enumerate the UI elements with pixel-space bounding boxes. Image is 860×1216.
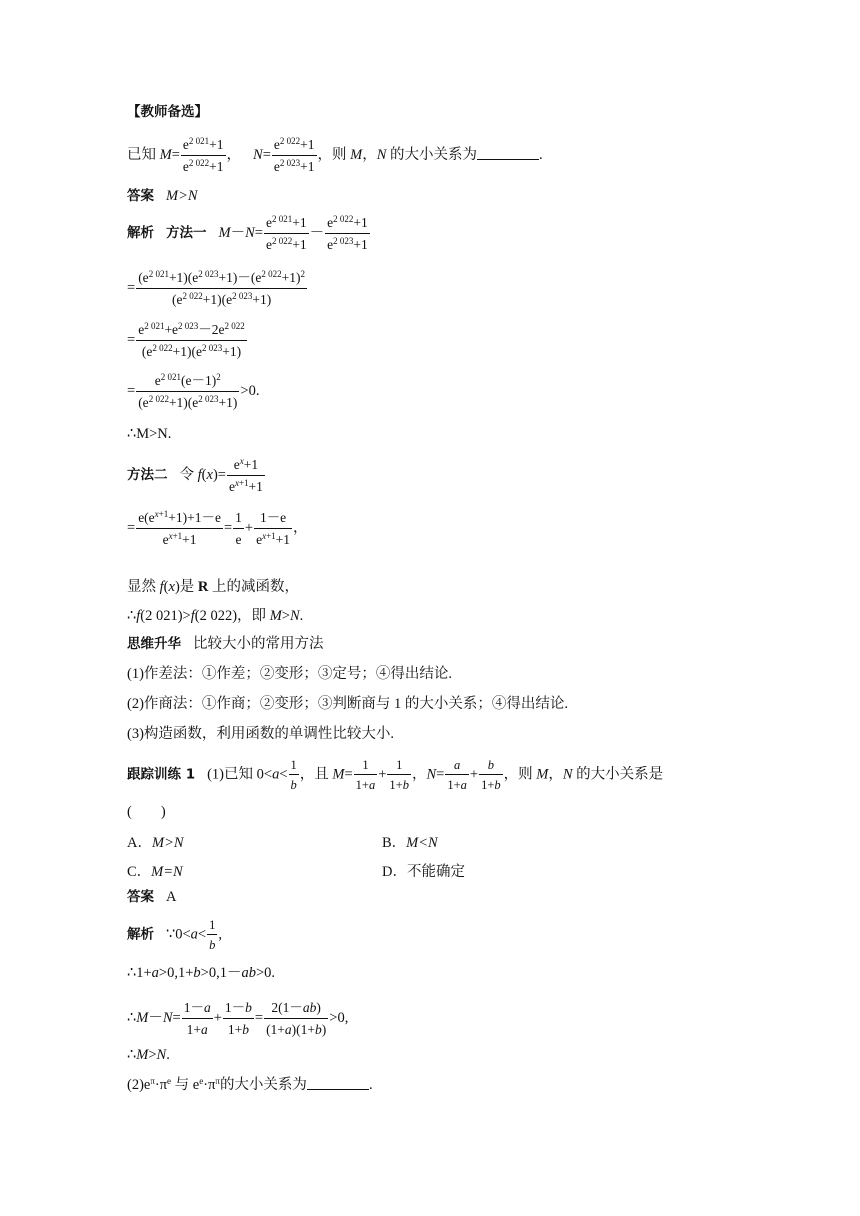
solution-method2: 方法二 令 f(x)= $\frac{e^x+1}{e^{x+1}+1}$: [127, 456, 263, 494]
thinking-item-1: (1)作差法：①作差；②变形；③定号；④得出结论.: [127, 666, 453, 682]
answer-line: 答案 M>N: [127, 188, 198, 204]
practice-question-2: $(2)e^\pi\cdot\pi^e$ 与 $e^e\cdot\pi^\pi$的大小关系为 .: [127, 1076, 373, 1093]
thinking-item-3: (3)构造函数，利用函数的单调性比较大小.: [127, 726, 395, 742]
option-d: D．不能确定: [382, 864, 465, 880]
choice-paren: ( ): [127, 804, 166, 820]
practice-solution-line3: ∴M－N= $\frac{1-a}{1+a}$ + $\frac{1-b}{1+b}$ = $\frac{2(1-ab)}{(1+a)(1+b)}$ >0,: [127, 1000, 349, 1037]
section-label: 【教师备选】: [127, 104, 208, 120]
solution-method1: 解析 方法一 M－N= $\frac{e^{2 021}+1}{e^{2 022}+1}$ － $\frac{e^{2 022}+1}{e^{2 023}+1}$: [127, 214, 368, 252]
thinking-header: 思维升华 比较大小的常用方法: [127, 636, 324, 652]
problem-statement: 已知 M= $\frac{e^{2 021}+1}{e^{2 022}+1}$ ， N= $\frac{e^{2 022}+1}{e^{2 023}+1}$ ，则 M，N 的大小关系为 .: [127, 136, 543, 174]
option-b: B．M<N: [382, 835, 438, 851]
answer-blank-2: [307, 1077, 369, 1090]
solution-step4: = $\frac{e^{2 021}(e-1)^2}{(e^{2 022}+1)(e^{2 023}+1)}$ >0.: [127, 372, 260, 410]
fraction-m: $\frac{e^{2 021}+1}{e^{2 022}+1}$: [182, 136, 224, 174]
practice-question-1: 跟踪训练 1 (1)已知 0<a< $\frac{1}{b}$ ，且 M= $\frac{1}{1+a}$ + $\frac{1}{1+b}$ ，N= $\frac{a}{1+a}$ + $\frac{b}{1+b}$ ，则 M，N 的大小关系是: [127, 758, 664, 793]
answer-blank: [477, 147, 539, 160]
solution-method2-step: = $\frac{e(e^{x+1}+1)+1-e}{e^{x+1}+1}$ = $\frac{1}{e}$ + $\frac{1-e}{e^{x+1}+1}$ ，: [127, 509, 308, 547]
option-a: A．M>N: [127, 835, 184, 851]
practice-answer: 答案 A: [127, 889, 177, 905]
practice-solution-line2: ∴1+a>0,1+b>0,1－ab>0.: [127, 965, 276, 981]
thinking-item-2: (2)作商法：①作商；②变形；③判断商与 1 的大小关系；④得出结论.: [127, 696, 569, 712]
solution-step2: = $\frac{(e^{2 021}+1)(e^{2 023}+1)-(e^{2 022}+1)^2}{(e^{2 022}+1)(e^{2 023}+1)}$: [127, 269, 306, 307]
solution-method2-conclusion: ∴f(2 021)>f(2 022)，即 M>N.: [127, 608, 304, 624]
practice-solution-line4: ∴M>N.: [127, 1047, 170, 1063]
fraction-n: $\frac{e^{2 022}+1}{e^{2 023}+1}$: [273, 136, 315, 174]
solution-conclusion: ∴M>N.: [127, 426, 172, 442]
solution-step3: = $\frac{e^{2 021}+e^{2 023}-2e^{2 022}}{(e^{2 022}+1)(e^{2 023}+1)}$: [127, 321, 245, 359]
solution-obvious: 显然 f(x)是 R 上的减函数，: [127, 579, 300, 595]
option-c: C．M=N: [127, 864, 183, 880]
practice-solution-line1: 解析 ∵0<a< $\frac{1}{b}$ ,: [127, 918, 222, 953]
